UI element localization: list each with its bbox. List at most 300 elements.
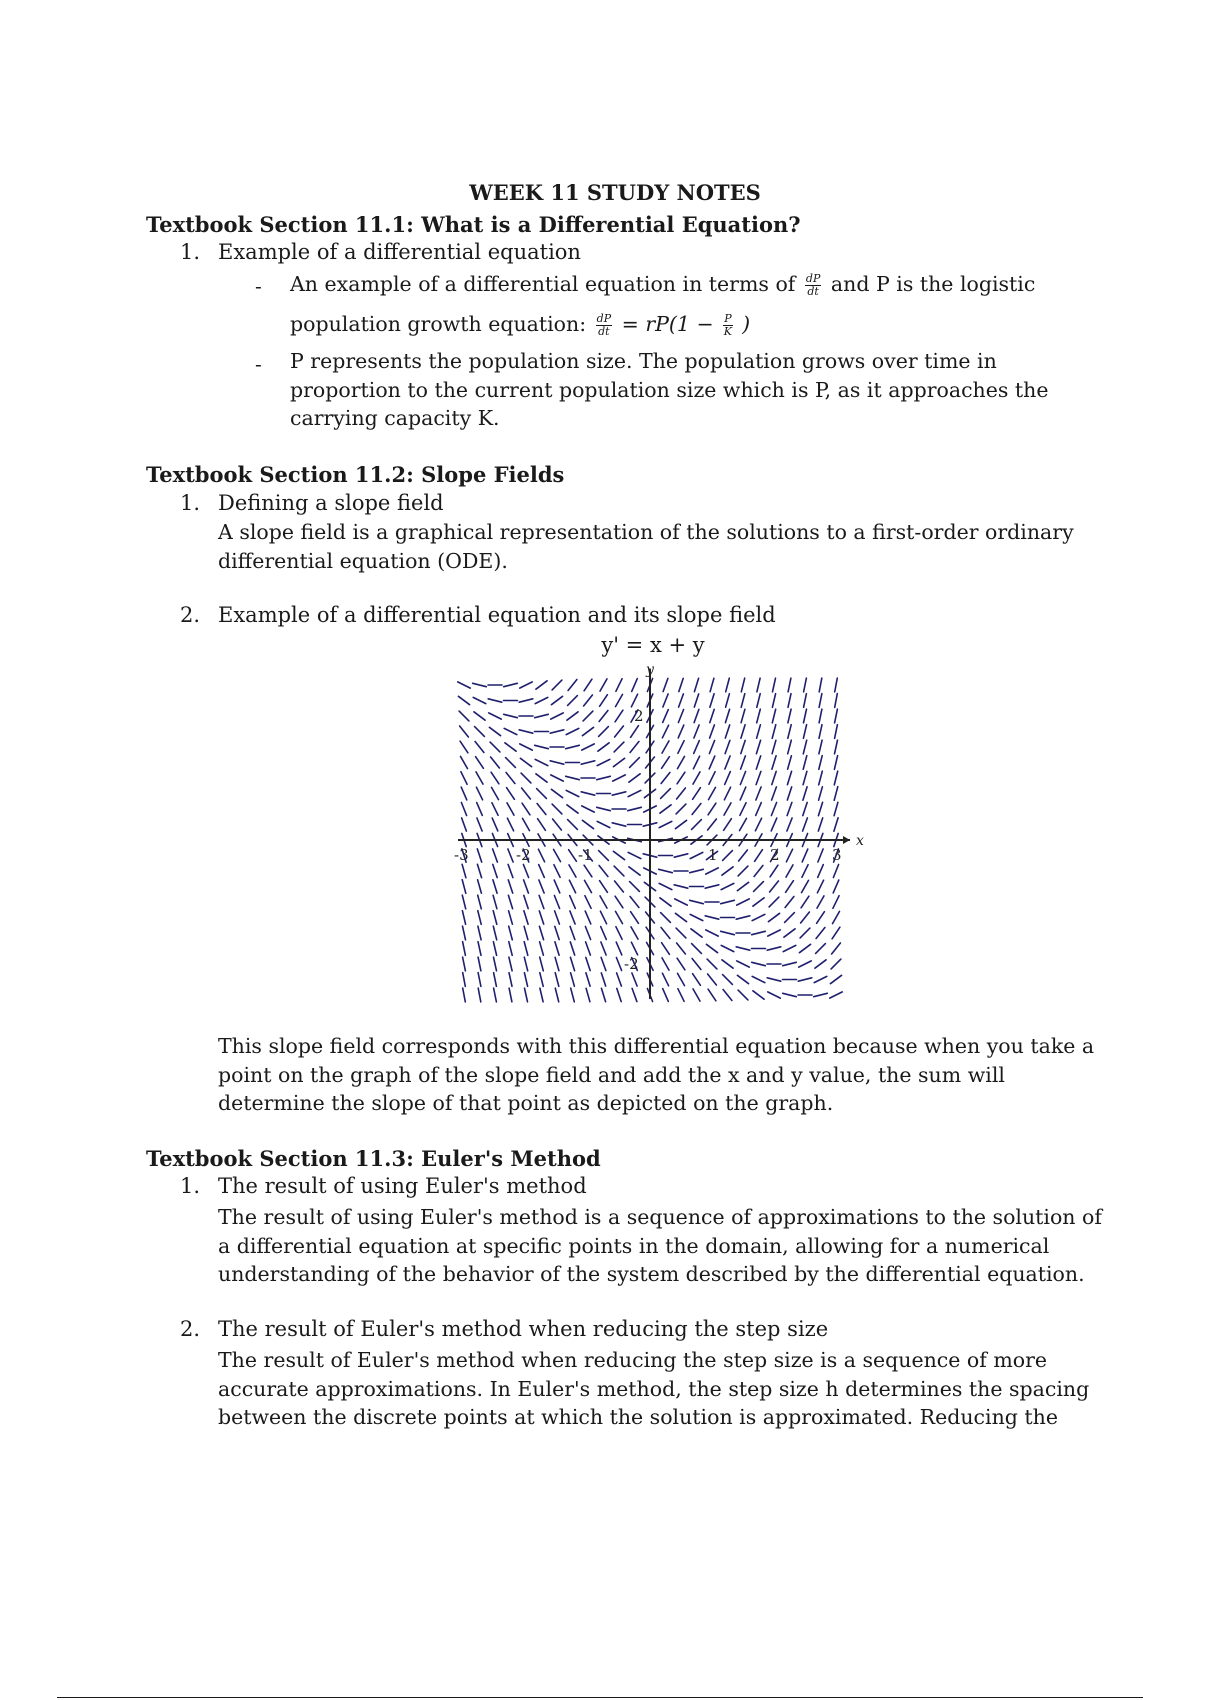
slope-segment — [614, 866, 624, 876]
s1-bullet2-text: P represents the population size. The population grows over time in proportion to the current population size which is P, as it approaches the carrying capacity K. — [290, 349, 1049, 430]
slope-segment — [816, 928, 825, 939]
slope-segment — [600, 695, 608, 707]
slope-segment — [787, 787, 791, 800]
eq-dpdt-fraction — [596, 313, 612, 338]
slope-segment — [694, 678, 698, 691]
x-tick-label: 2 — [770, 846, 780, 864]
slope-segment — [819, 787, 823, 800]
slope-segment — [757, 725, 761, 738]
s3-item1-title: The result of using Euler's method — [218, 1174, 587, 1198]
slope-segment — [830, 975, 841, 983]
slope-segment — [568, 680, 577, 691]
slope-segment — [488, 699, 502, 702]
slope-segment — [538, 849, 544, 862]
slope-segment — [478, 988, 481, 1002]
slope-segment — [463, 988, 466, 1002]
slope-segment — [616, 942, 622, 955]
slope-segment — [677, 958, 685, 970]
slope-segment — [678, 989, 684, 1002]
slope-segment — [818, 849, 823, 862]
slope-segment — [462, 818, 467, 831]
slope-segment — [615, 896, 623, 908]
slope-segment — [819, 740, 822, 754]
slope-segment — [677, 943, 686, 954]
x-tick-label: -3 — [454, 846, 469, 864]
slope-segment — [741, 694, 745, 708]
eq-frac2-num: P — [724, 312, 732, 325]
slope-segment — [630, 897, 639, 908]
slope-segment — [773, 678, 776, 692]
slope-segment — [599, 866, 608, 877]
slope-segment — [785, 897, 794, 908]
slope-segment — [709, 772, 715, 785]
slope-segment — [753, 991, 764, 999]
slope-segment — [737, 975, 748, 983]
slope-segment — [799, 961, 812, 967]
slope-segment — [597, 776, 611, 779]
slope-segment — [803, 771, 807, 784]
slope-segment — [738, 990, 748, 1000]
slope-segment — [708, 819, 717, 830]
slope-segment — [819, 756, 822, 770]
slope-segment — [601, 927, 607, 940]
slope-segment — [707, 959, 717, 969]
slope-segment — [567, 712, 578, 720]
slope-segment — [522, 788, 531, 799]
slope-segment — [537, 789, 547, 799]
slope-segment — [756, 756, 760, 769]
slope-segment — [737, 882, 748, 890]
slope-segment — [819, 694, 822, 708]
s1-bullet1-dash: - — [255, 274, 262, 298]
slope-segment — [788, 725, 791, 739]
dpdt-den: dt — [807, 285, 819, 298]
slope-segment — [506, 758, 516, 768]
slope-segment — [462, 895, 465, 909]
slope-segment — [617, 988, 621, 1001]
x-tick-label: 3 — [832, 846, 842, 864]
section-11-2-heading: Textbook Section 11.2: Slope Fields — [146, 462, 565, 487]
slope-segment — [710, 709, 714, 722]
slope-segment — [770, 881, 779, 892]
slope-segment — [504, 683, 518, 686]
slope-segment — [584, 695, 593, 706]
slope-segment — [632, 973, 637, 986]
slope-segment — [601, 957, 606, 970]
slope-segment — [617, 973, 622, 986]
slope-segment — [756, 771, 761, 784]
slope-segment — [475, 727, 485, 737]
slope-segment — [723, 990, 732, 1001]
slope-segment — [524, 926, 528, 939]
s2-item2-title: Example of a differential equation and its slope field — [218, 603, 776, 627]
slope-segment — [615, 710, 623, 722]
slope-segment — [815, 960, 826, 968]
slope-segment — [584, 679, 592, 691]
slope-segment — [571, 988, 575, 1002]
slope-segment — [709, 756, 715, 769]
slope-segment — [724, 803, 731, 815]
slope-segment — [535, 697, 548, 703]
slope-segment — [834, 771, 837, 785]
slope-segment — [476, 772, 483, 784]
slope-segment — [536, 774, 547, 782]
slope-segment — [569, 850, 577, 862]
slope-segment — [524, 911, 528, 924]
slope-segment — [598, 743, 609, 751]
slope-segment — [757, 709, 761, 723]
slope-segment — [675, 899, 688, 905]
slope-segment — [818, 802, 822, 815]
slope-segment — [835, 725, 838, 739]
slope-segment — [630, 758, 640, 768]
slope-segment — [463, 973, 466, 987]
slope-segment — [491, 772, 499, 784]
slope-segment — [803, 818, 808, 831]
slope-segment — [555, 911, 560, 924]
slope-segment — [769, 897, 779, 907]
slope-segment — [524, 942, 528, 956]
slope-segment — [709, 741, 714, 754]
slope-segment — [752, 914, 765, 920]
slope-segment — [461, 803, 466, 816]
slope-segment — [740, 772, 745, 785]
slope-segment — [675, 913, 686, 921]
slope-segment — [754, 866, 763, 877]
slope-segment — [757, 694, 760, 708]
slope-segment — [460, 741, 468, 753]
slope-segment — [799, 944, 810, 952]
section-11-1-heading: Textbook Section 11.1: What is a Differential Equation? — [146, 212, 801, 237]
y-tick-label: -2 — [624, 955, 639, 973]
slope-segment — [819, 725, 822, 739]
slope-segment — [753, 898, 764, 906]
slope-segment — [767, 978, 781, 981]
slope-segment — [788, 740, 792, 754]
s1-bullet2-dash: - — [255, 352, 262, 376]
slope-segment — [706, 868, 719, 874]
slope-segment — [586, 973, 590, 986]
slope-segment — [802, 865, 808, 878]
slope-segment — [834, 787, 838, 801]
slope-segment — [507, 818, 513, 831]
s1-bullet1-line2 — [290, 310, 1110, 339]
slope-segment — [835, 709, 838, 723]
slope-segment — [554, 896, 559, 909]
slope-segment — [722, 960, 733, 968]
slope-segment — [757, 678, 760, 692]
slope-segment — [473, 683, 487, 686]
slope-segment — [629, 774, 640, 782]
slope-segment — [659, 821, 672, 827]
slope-segment — [566, 728, 579, 734]
slope-segment — [819, 771, 823, 785]
slope-segment — [755, 850, 763, 862]
slope-segment — [507, 803, 514, 815]
slope-segment — [631, 912, 639, 924]
slope-segment — [554, 849, 561, 861]
slope-segment — [835, 678, 838, 692]
slope-segment — [524, 880, 529, 893]
slope-segment — [662, 973, 668, 986]
slope-segment — [539, 895, 544, 908]
section-11-3-heading: Textbook Section 11.3: Euler's Method — [146, 1146, 601, 1171]
slope-segment — [788, 678, 791, 692]
slope-segment — [660, 805, 671, 813]
slope-segment — [475, 742, 484, 753]
slope-segment — [600, 911, 606, 924]
slope-segment — [752, 931, 766, 934]
slope-segment — [830, 992, 843, 998]
slope-segment — [582, 806, 595, 812]
slope-segment — [804, 709, 807, 723]
slope-segment — [817, 896, 824, 908]
s2-item1-number: 1. — [180, 491, 201, 515]
slope-segment — [693, 974, 701, 986]
slope-segment — [833, 880, 839, 893]
slope-segment — [787, 818, 792, 831]
slope-segment — [566, 790, 579, 796]
slope-segment — [519, 699, 533, 702]
slope-segment — [493, 849, 498, 862]
slope-field-chart — [448, 662, 864, 1002]
slope-segment — [676, 928, 686, 938]
slope-segment — [772, 694, 775, 708]
slope-segment — [524, 895, 528, 908]
slope-segment — [833, 896, 839, 909]
slope-segment — [705, 916, 719, 919]
slope-segment — [555, 926, 559, 939]
slope-segment — [555, 988, 558, 1002]
slope-segment — [692, 944, 702, 954]
x-axis-label: x — [856, 833, 864, 849]
slope-segment — [461, 756, 468, 768]
slope-segment — [509, 957, 512, 971]
slope-segment — [613, 758, 624, 766]
slope-segment — [694, 694, 698, 707]
slope-segment — [540, 957, 544, 971]
slope-segment — [571, 973, 575, 986]
slope-segment — [504, 728, 517, 734]
slope-segment — [831, 959, 841, 969]
slope-segment — [539, 865, 545, 878]
slope-segment — [721, 883, 734, 889]
slope-segment — [663, 989, 669, 1002]
slope-segment — [723, 851, 733, 861]
slope-segment — [552, 680, 562, 690]
slope-segment — [662, 943, 670, 955]
s3-item2-number: 2. — [180, 1317, 201, 1341]
x-tick-label: -1 — [578, 846, 593, 864]
slope-segment — [724, 819, 732, 831]
slope-segment — [663, 694, 668, 707]
slope-segment — [819, 709, 822, 723]
slope-segment — [539, 880, 544, 893]
slope-segment — [817, 880, 823, 893]
slope-segment — [677, 772, 685, 784]
eq-frac2-den: K — [723, 325, 733, 338]
slope-segment — [537, 804, 546, 815]
slope-segment — [740, 787, 746, 800]
slope-segment — [737, 899, 750, 905]
slope-segment — [489, 727, 500, 735]
slope-segment — [478, 926, 481, 940]
slope-segment — [612, 792, 626, 795]
slope-segment — [535, 745, 549, 748]
slope-segment — [721, 900, 735, 903]
slope-segment — [476, 787, 482, 800]
slope-segment — [788, 694, 791, 708]
slope-segment — [509, 926, 513, 940]
slope-segment — [679, 694, 684, 707]
slope-segment — [690, 900, 704, 903]
s3-item1-number: 1. — [180, 1174, 201, 1198]
slope-segment — [616, 927, 622, 940]
slope-segment — [493, 942, 496, 956]
slope-segment — [570, 957, 574, 970]
slope-segment — [724, 787, 730, 800]
slope-segment — [741, 709, 745, 722]
slope-segment — [783, 962, 797, 965]
slope-segment — [597, 821, 610, 827]
slope-segment — [659, 869, 673, 872]
slope-segment — [661, 773, 670, 784]
slope-segment — [568, 820, 578, 830]
slope-segment — [801, 912, 810, 923]
slope-segment — [569, 865, 576, 877]
slope-segment — [459, 711, 469, 721]
slope-segment — [599, 727, 609, 737]
slope-segment — [631, 694, 637, 707]
slope-segment — [551, 696, 562, 704]
slope-segment — [661, 913, 671, 923]
slope-segment — [523, 818, 530, 830]
slope-segment — [772, 740, 776, 753]
slope-segment — [835, 694, 838, 708]
slope-segment — [616, 694, 623, 706]
slope-segment — [694, 709, 699, 722]
slope-segment — [473, 697, 486, 703]
slope-segment — [550, 730, 564, 733]
slope-segment — [582, 820, 593, 828]
slope-segment — [555, 942, 559, 955]
s1-item1-title: Example of a differential equation — [218, 240, 581, 264]
slope-segment — [509, 911, 513, 924]
slope-segment — [630, 882, 640, 892]
slope-segment — [787, 802, 792, 815]
slope-segment — [770, 865, 778, 877]
slope-segment — [540, 988, 543, 1002]
slope-segment — [693, 788, 701, 800]
slope-segment — [819, 678, 822, 692]
slope-segment — [725, 709, 729, 722]
slope-segment — [803, 756, 807, 770]
slope-segment — [478, 957, 481, 971]
slope-segment — [477, 849, 481, 862]
slope-segment — [801, 896, 809, 908]
slope-segment — [462, 911, 465, 925]
slope-segment — [616, 958, 621, 971]
slope-segment — [768, 992, 781, 998]
slope-segment — [752, 976, 765, 982]
slope-segment — [581, 761, 595, 764]
slope-segment — [675, 820, 686, 828]
slope-segment — [582, 727, 593, 735]
slope-segment — [678, 725, 684, 738]
slope-segment — [522, 803, 530, 815]
slope-segment — [803, 740, 806, 754]
slope-segment — [816, 944, 826, 954]
slope-segment — [554, 865, 560, 878]
slope-segment — [570, 942, 574, 955]
eq-frac-num: dP — [596, 312, 612, 325]
slope-segment — [722, 867, 733, 875]
slope-segment — [525, 988, 528, 1002]
slope-segment — [661, 789, 671, 799]
slope-segment — [566, 745, 580, 748]
slope-segment — [601, 973, 605, 986]
slope-segment — [568, 696, 578, 706]
slope-segment — [772, 725, 776, 739]
slope-segment — [477, 864, 481, 877]
slope-segment — [477, 803, 483, 816]
slope-segment — [694, 725, 699, 738]
slope-segment — [771, 803, 776, 816]
slope-segment — [723, 975, 733, 985]
slope-segment — [631, 927, 638, 939]
chart-title: y' = x + y — [601, 633, 705, 657]
slope-segment — [600, 881, 608, 893]
slope-segment — [492, 787, 499, 799]
x-tick-label: 1 — [708, 846, 718, 864]
slope-segment — [818, 818, 822, 831]
slope-segment — [628, 807, 642, 810]
slope-segment — [601, 942, 606, 955]
slope-segment — [678, 756, 685, 768]
slope-segment — [601, 988, 605, 1001]
slope-segment — [614, 742, 624, 752]
slope-segment — [741, 725, 745, 738]
slope-segment — [740, 818, 747, 830]
slope-segment — [662, 757, 670, 769]
slope-segment — [631, 726, 639, 738]
slope-segment — [661, 928, 670, 939]
slope-segment — [540, 942, 544, 955]
slope-segment — [555, 957, 559, 970]
slope-segment — [693, 989, 700, 1001]
slope-segment — [613, 775, 626, 781]
slope-segment — [508, 880, 512, 893]
slope-segment — [492, 803, 498, 816]
slope-segment — [674, 885, 688, 888]
slope-segment — [804, 694, 807, 708]
slope-segment — [524, 973, 527, 987]
s3-item1-body: The result of using Euler's method is a sequence of approximations to the solution of a differential equation at specific points in the domain, allowing for a numerical understanding of the behavior of the system described by the differential equation. — [218, 1205, 1102, 1286]
slope-segment — [678, 710, 683, 723]
slope-segment — [725, 772, 731, 785]
slope-segment — [692, 804, 701, 815]
slope-segment — [835, 740, 838, 754]
slope-segment — [493, 926, 496, 940]
footer-rule — [57, 1697, 1143, 1698]
slope-segment — [817, 912, 825, 924]
slope-segment — [632, 679, 638, 692]
slope-segment — [520, 682, 533, 688]
slope-segment — [535, 759, 548, 765]
slope-segment — [710, 725, 715, 738]
slope-segment — [709, 787, 716, 799]
slope-segment — [458, 696, 469, 704]
